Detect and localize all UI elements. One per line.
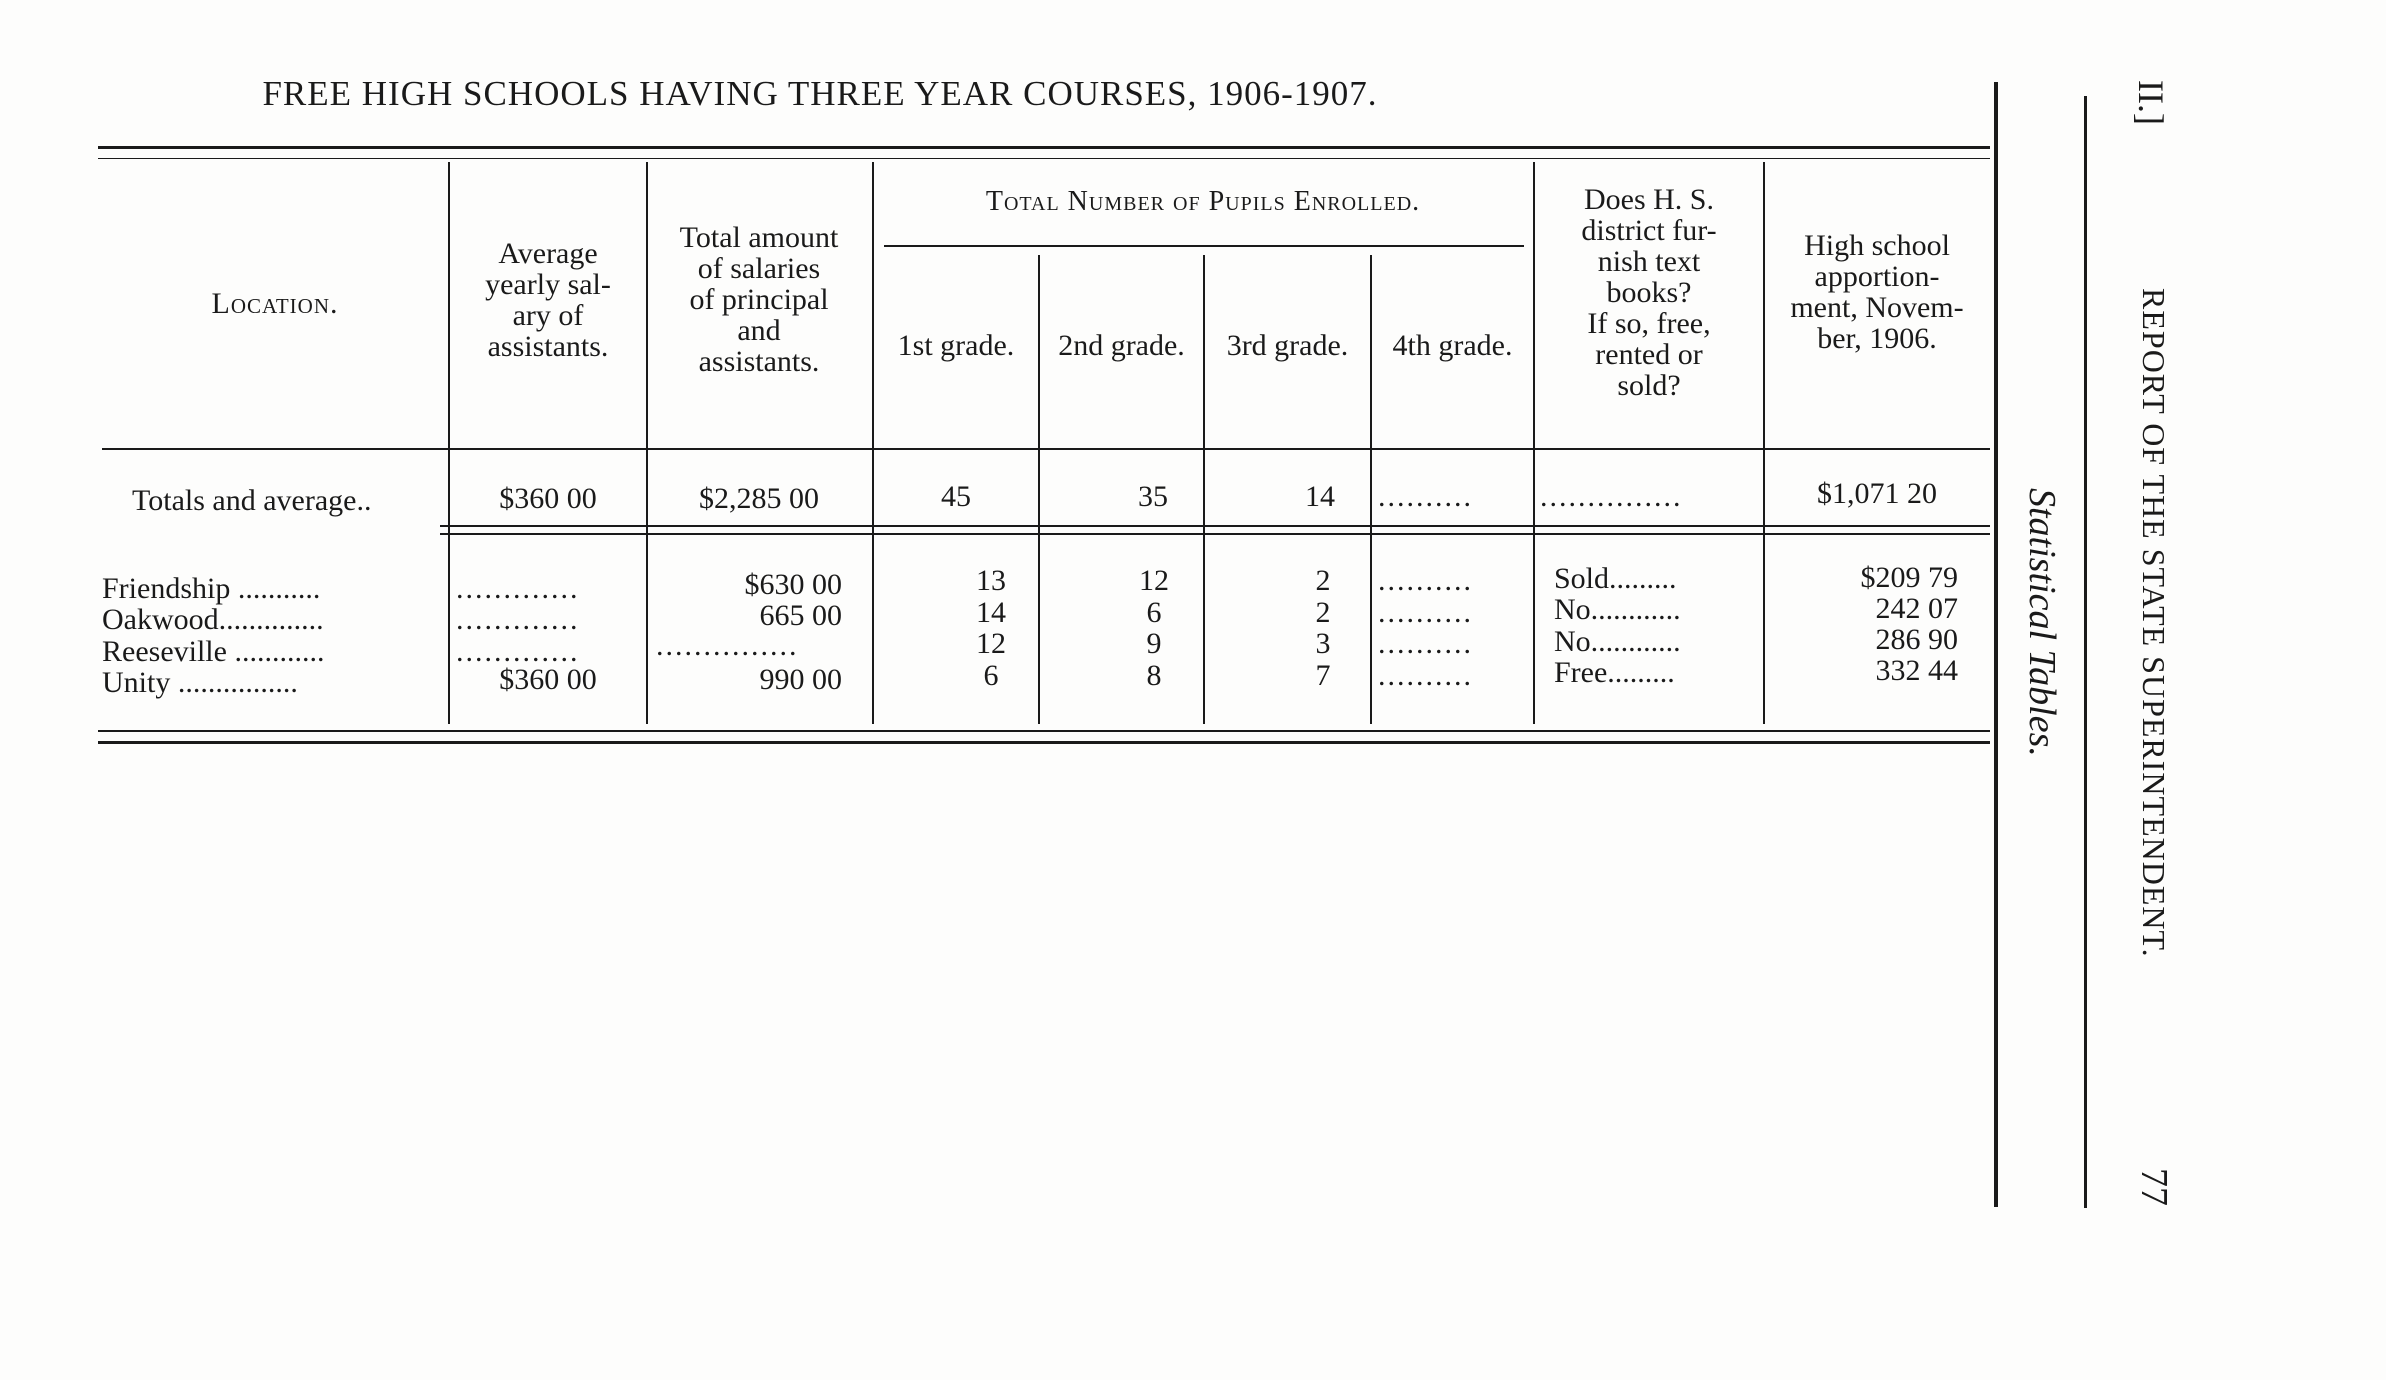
- row-location: Friendship ...........: [102, 572, 321, 605]
- side-running-header: REPORT OF THE STATE SUPERINTENDENT.: [2136, 288, 2172, 958]
- totals-grade-1: 45: [941, 480, 971, 513]
- row-grade-1: 6: [983, 659, 999, 692]
- header-grade-1: 1st grade.: [897, 329, 1015, 362]
- header-textbooks: Does H. S. district fur- nish text books? If so, free, rented or sold?: [1581, 183, 1717, 402]
- totals-grade-3: 14: [1305, 480, 1335, 513]
- enrolled-group-rule: [884, 245, 1524, 247]
- margin-rule-left: [1994, 82, 1998, 1207]
- row-grade-2: 8: [1146, 659, 1162, 692]
- row-textbooks: Sold.........: [1554, 562, 1677, 595]
- row-location: Oakwood..............: [102, 603, 324, 636]
- header-grade-3: 3rd grade.: [1226, 329, 1349, 362]
- col-rule: [448, 162, 450, 724]
- row-total-salaries: 665 00: [759, 599, 842, 632]
- row-apportionment: 332 44: [1875, 654, 1958, 687]
- row-avg-salary: .............: [456, 603, 580, 636]
- row-grade-4: ..........: [1378, 596, 1473, 629]
- header-grade-4: 4th grade.: [1392, 329, 1513, 362]
- row-grade-3: 2: [1315, 596, 1331, 629]
- totals-rule-2: [440, 533, 1990, 535]
- row-grade-3: 3: [1315, 627, 1331, 660]
- totals-apportionment: $1,071 20: [1817, 477, 1937, 510]
- row-textbooks: Free.........: [1554, 656, 1675, 689]
- row-avg-salary: .............: [456, 572, 580, 605]
- page-title: FREE HIGH SCHOOLS HAVING THREE YEAR COURSES, 1906-1907.: [262, 74, 1378, 113]
- totals-avg-salary: $360 00: [499, 482, 597, 515]
- row-grade-3: 2: [1315, 564, 1331, 597]
- side-bracket: II.]: [2131, 80, 2171, 125]
- row-grade-2: 6: [1146, 596, 1162, 629]
- totals-textbooks: ...............: [1540, 480, 1683, 513]
- table-bottom-rule: [98, 730, 1990, 732]
- col-rule: [1763, 162, 1765, 724]
- page-number: 77: [2133, 1168, 2175, 1206]
- row-total-salaries: $630 00: [744, 568, 842, 601]
- row-grade-3: 7: [1315, 659, 1331, 692]
- row-grade-2: 9: [1146, 627, 1162, 660]
- totals-grade-4: ..........: [1378, 480, 1473, 513]
- row-apportionment: $209 79: [1860, 561, 1958, 594]
- table-top-rule-thin: [98, 158, 1990, 159]
- row-avg-salary: $360 00: [499, 663, 597, 696]
- row-textbooks: No............: [1554, 625, 1681, 658]
- row-location: Unity ................: [102, 666, 298, 699]
- row-grade-4: ..........: [1378, 627, 1473, 660]
- row-apportionment: 242 07: [1875, 592, 1958, 625]
- table-bottom-rule-thick: [98, 741, 1990, 744]
- header-avg-salary: Average yearly sal- ary of assistants.: [485, 237, 611, 363]
- col-rule: [1533, 162, 1535, 724]
- margin-rule-right: [2084, 96, 2087, 1208]
- row-grade-1: 13: [976, 564, 1006, 597]
- row-grade-2: 12: [1139, 564, 1169, 597]
- row-location: Reeseville ............: [102, 635, 325, 668]
- totals-total-salaries: $2,285 00: [699, 482, 819, 515]
- header-apportionment: High school apportion- ment, Novem- ber, 1906.: [1790, 229, 1964, 355]
- header-grade-2: 2nd grade.: [1058, 329, 1185, 362]
- header-bottom-rule: [102, 448, 1990, 450]
- header-location: Location.: [211, 287, 339, 320]
- row-textbooks: No............: [1554, 593, 1681, 626]
- header-total-salaries: Total amount of salaries of principal and assistants.: [679, 221, 839, 378]
- row-total-salaries: 990 00: [759, 663, 842, 696]
- totals-grade-2: 35: [1138, 480, 1168, 513]
- table-top-rule: [98, 146, 1990, 149]
- totals-rule-1: [440, 525, 1990, 527]
- totals-label: Totals and average..: [132, 484, 372, 517]
- row-grade-1: 12: [976, 627, 1006, 660]
- row-apportionment: 286 90: [1875, 623, 1958, 656]
- row-total-salaries: ...............: [656, 629, 799, 662]
- row-grade-4: ..........: [1378, 659, 1473, 692]
- header-enrolled-group: Total Number of Pupils Enrolled.: [985, 186, 1421, 217]
- row-grade-4: ..........: [1378, 564, 1473, 597]
- row-avg-salary: .............: [456, 635, 580, 668]
- row-grade-1: 14: [976, 596, 1006, 629]
- side-section-title: Statistical Tables.: [2021, 488, 2063, 757]
